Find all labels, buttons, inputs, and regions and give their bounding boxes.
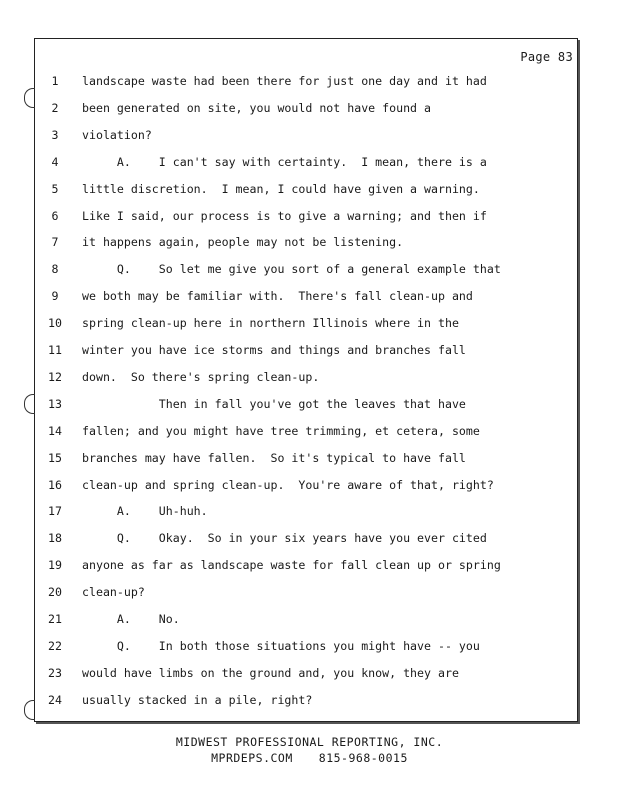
line-text: clean-up and spring clean-up. You're aware of that, right? bbox=[82, 477, 494, 492]
line-number: 5 bbox=[51, 181, 59, 196]
line-number: 8 bbox=[51, 262, 59, 277]
line-number: 2 bbox=[51, 100, 59, 115]
transcript-line bbox=[0, 232, 600, 252]
line-number: 12 bbox=[48, 369, 62, 384]
line-number: 10 bbox=[48, 316, 62, 331]
line-number: 23 bbox=[48, 665, 62, 680]
line-text: we both may be familiar with. There's fall clean-up and bbox=[82, 289, 473, 304]
line-number: 13 bbox=[48, 396, 62, 411]
transcript-line bbox=[0, 71, 600, 91]
transcript-line bbox=[0, 501, 600, 521]
transcript-line bbox=[0, 152, 600, 172]
line-number: 19 bbox=[48, 558, 62, 573]
line-text: down. So there's spring clean-up. bbox=[82, 369, 320, 384]
line-text: landscape waste had been there for just one day and it had bbox=[82, 74, 487, 88]
transcript-line bbox=[0, 448, 600, 468]
page-number: Page 83 bbox=[520, 50, 573, 64]
line-text: spring clean-up here in northern Illinois where in the bbox=[82, 316, 459, 331]
reporter-phone: 815-968-0015 bbox=[318, 751, 408, 765]
line-text: Q. So let me give you sort of a general example that bbox=[82, 262, 501, 277]
transcript-line bbox=[0, 690, 600, 710]
line-number: 16 bbox=[48, 477, 62, 492]
transcript-line bbox=[0, 394, 600, 414]
transcript-line bbox=[0, 367, 600, 387]
line-text: winter you have ice storms and things and branches fall bbox=[82, 343, 466, 357]
transcript-line bbox=[0, 179, 600, 199]
line-text: it happens again, people may not be listening. bbox=[82, 235, 404, 250]
line-text: A. I can't say with certainty. I mean, there is a bbox=[82, 154, 487, 169]
line-text: violation? bbox=[82, 127, 152, 142]
line-text: little discretion. I mean, I could have given a warning. bbox=[82, 181, 480, 196]
line-text: been generated on site, you would not have found a bbox=[82, 100, 432, 115]
line-number: 20 bbox=[48, 585, 62, 600]
line-text: A. No. bbox=[82, 612, 180, 626]
line-text: Then in fall you've got the leaves that have bbox=[82, 396, 466, 411]
transcript-line bbox=[0, 286, 600, 306]
transcript-line bbox=[0, 609, 600, 629]
line-number: 9 bbox=[51, 289, 59, 304]
line-number: 22 bbox=[48, 638, 62, 653]
transcript-line bbox=[0, 582, 600, 602]
line-number: 1 bbox=[51, 74, 59, 88]
transcript-line bbox=[0, 555, 600, 575]
transcript-line bbox=[0, 259, 600, 279]
line-number: 15 bbox=[48, 450, 62, 465]
reporter-website: MPRDEPS.COM bbox=[211, 751, 293, 765]
transcript-line bbox=[0, 125, 600, 145]
line-number: 11 bbox=[48, 343, 62, 357]
line-number: 18 bbox=[48, 531, 62, 546]
line-number: 24 bbox=[48, 692, 62, 707]
transcript-line bbox=[0, 98, 600, 118]
transcript-line bbox=[0, 340, 600, 360]
line-number: 7 bbox=[51, 235, 59, 250]
line-number: 3 bbox=[51, 127, 59, 142]
line-text: Q. In both those situations you might have -- you bbox=[82, 638, 480, 653]
line-text: anyone as far as landscape waste for fall clean up or spring bbox=[82, 558, 501, 573]
line-text: fallen; and you might have tree trimming, et cetera, some bbox=[82, 423, 480, 438]
line-text: usually stacked in a pile, right? bbox=[82, 692, 313, 707]
line-number: 4 bbox=[51, 154, 59, 169]
line-text: A. Uh-huh. bbox=[82, 504, 208, 519]
transcript-line bbox=[0, 475, 600, 495]
transcript-line bbox=[0, 528, 600, 548]
line-text: Like I said, our process is to give a warning; and then if bbox=[82, 208, 487, 223]
line-number: 14 bbox=[48, 423, 62, 438]
reporter-contact bbox=[0, 751, 619, 765]
line-text: Q. Okay. So in your six years have you ever cited bbox=[82, 531, 487, 546]
transcript-line bbox=[0, 313, 600, 333]
transcript-line bbox=[0, 636, 600, 656]
line-text: branches may have fallen. So it's typical to have fall bbox=[82, 450, 466, 465]
transcript-line bbox=[0, 206, 600, 226]
line-text: clean-up? bbox=[82, 585, 145, 600]
line-number: 6 bbox=[51, 208, 59, 223]
line-number: 17 bbox=[48, 504, 62, 519]
transcript-line bbox=[0, 421, 600, 441]
line-text: would have limbs on the ground and, you know, they are bbox=[82, 665, 459, 680]
reporter-company: MIDWEST PROFESSIONAL REPORTING, INC. bbox=[175, 735, 444, 749]
line-number: 21 bbox=[48, 612, 62, 626]
transcript-line bbox=[0, 663, 600, 683]
